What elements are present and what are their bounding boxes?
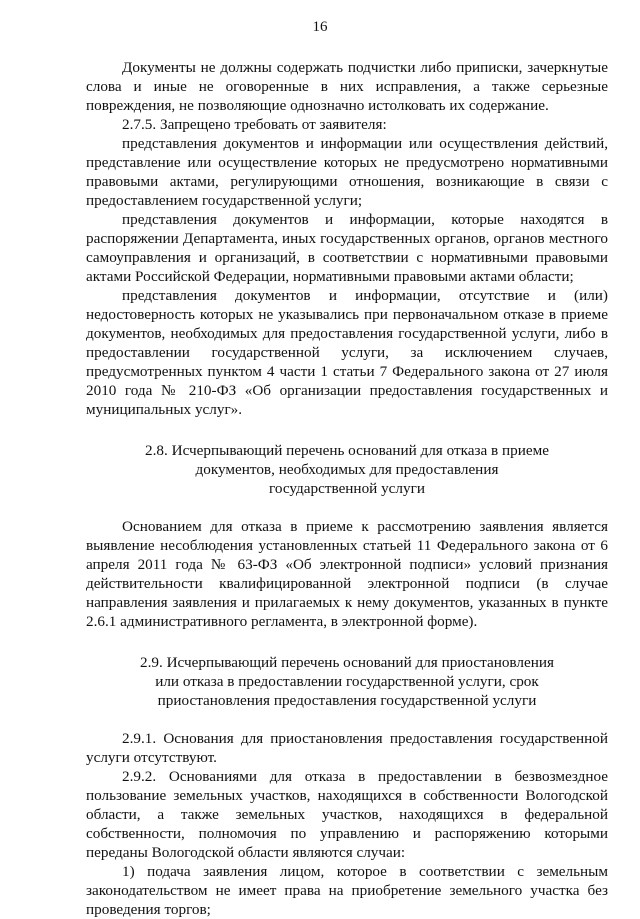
section-heading-2-8 — [86, 441, 608, 498]
heading-line: 2.9. Исчерпывающий перечень оснований для приостановления — [140, 654, 554, 671]
paragraph: представления документов и информации или осуществления действий, представление или осуществление которых не предусмотрено нормативными правовыми актами, регулирующими отношения, возникающие в связи с предоставлением государственной услуги; — [86, 135, 608, 209]
heading-line: приостановления предоставления государственной услуги — [157, 692, 537, 709]
paragraph: 1) подача заявления лицом, которое в соответствии с земельным законодательством не имеет права на приобретение земельного участка без проведения торгов; — [86, 863, 608, 918]
heading-line: 2.8. Исчерпывающий перечень оснований для отказа в приеме — [145, 442, 549, 459]
heading-line: документов, необходимых для предоставления — [195, 461, 499, 478]
section-heading-2-9 — [86, 653, 608, 710]
heading-line: или отказа в предоставлении государственной услуги, срок — [155, 673, 539, 690]
paragraph: 2.9.1. Основания для приостановления предоставления государственной услуги отсутствуют. — [86, 730, 608, 766]
paragraph: 2.9.2. Основаниями для отказа в предоставлении в безвозмездное пользование земельных участков, находящихся в собственности Вологодской области, а также земельных участков, находящихся в федеральной собственности, полномочия по управлению и распоряжению которыми переданы Вологодской области являются случаи: — [86, 768, 608, 861]
paragraph: Основанием для отказа в приеме к рассмотрению заявления является выявление несоблюдения установленных статьей 11 Федерального закона от 6 апреля 2011 года № 63-ФЗ «Об электронной подписи» условий признания действительности квалифицированной электронной подписи (в случае направления заявления и прилагаемых к нему документов, указанных в пункте 2.6.1 административного регламента, в электронной форме). — [86, 518, 608, 630]
heading-line: государственной услуги — [269, 480, 425, 497]
page-number: 16 — [312, 19, 328, 35]
paragraph: 2.7.5. Запрещено требовать от заявителя: — [122, 116, 387, 133]
paragraph: Документы не должны содержать подчистки либо приписки, зачеркнутые слова и иные не оговоренные в них исправления, а также серьезные повреждения, не позволяющие однозначно истолковать их содержание. — [86, 59, 608, 114]
paragraph: представления документов и информации, отсутствие и (или) недостоверность которых не указывались при первоначальном отказе в приеме документов, необходимых для предоставления государственной услуги, либо в предоставлении государственной услуги, за исключением случаев, предусмотренных пунктом 4 части 1 статьи 7 Федерального закона от 27 июля 2010 года № 210-ФЗ «Об организации предоставления государственных и муниципальных услуг». — [86, 287, 608, 418]
document-body — [86, 58, 608, 919]
paragraph: представления документов и информации, которые находятся в распоряжении Департамента, иных государственных органов, органов местного самоуправления и организаций, в соответствии с нормативными правовыми актами Российской Федерации, нормативными правовыми актами области; — [86, 211, 608, 285]
